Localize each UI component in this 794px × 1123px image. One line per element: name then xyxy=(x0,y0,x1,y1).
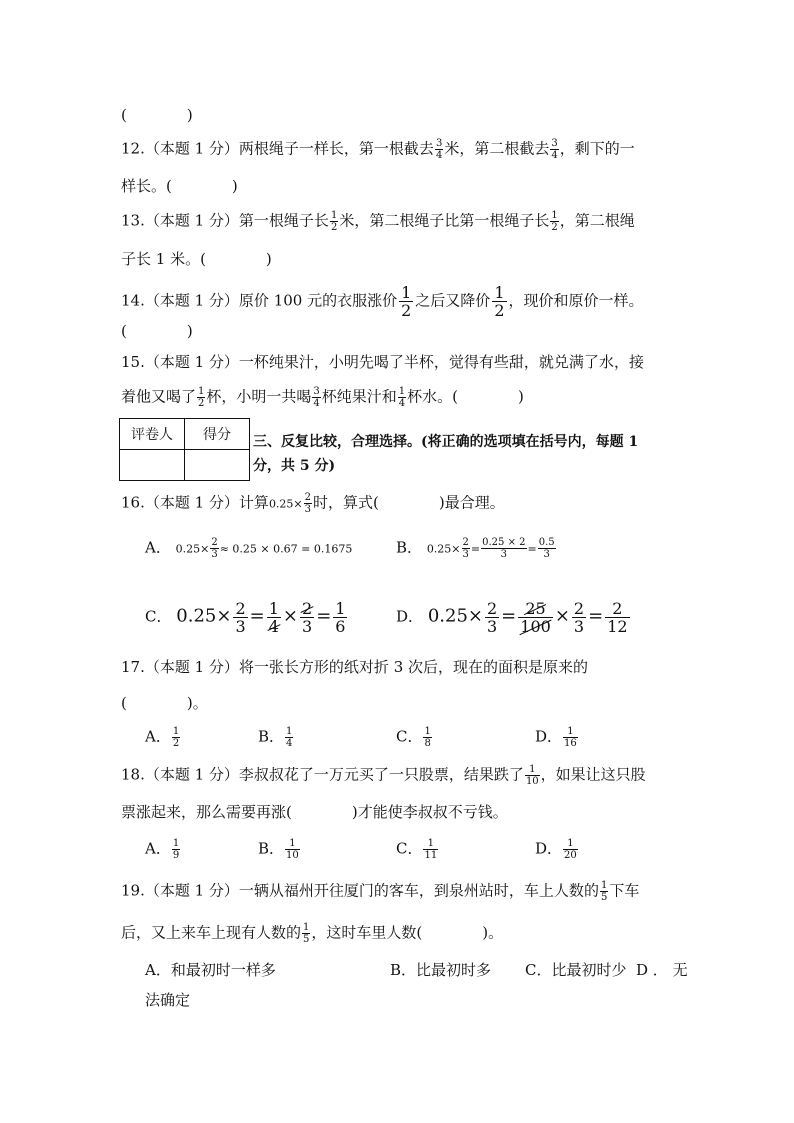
q14-text-a: 14.（本题 1 分）原价 100 元的衣服涨价 xyxy=(121,291,398,310)
fraction-1-10: $\frac{1}{10}$ xyxy=(525,764,539,787)
fraction-3-4: $\frac{3}{4}$ xyxy=(435,138,443,161)
q14-text-c: ，现价和原价一样。 xyxy=(508,291,644,310)
q18-option-a: A． $\frac{1}{9}$ xyxy=(145,838,180,861)
question-12 xyxy=(121,138,635,161)
q19-option-a: A．和最初时一样多 xyxy=(145,961,276,979)
q19-option-d-continued: 法确定 xyxy=(145,991,191,1009)
q17-option-d: D． $\frac{1}{16}$ xyxy=(535,726,577,749)
question-15: 15.（本题 1 分）一杯纯果汁，小明先喝了半杯，觉得有些甜，就兑满了水，接 xyxy=(121,353,644,371)
q16-text-a: 16.（本题 1 分）计算 xyxy=(121,493,269,512)
q19-text-b: 下车 xyxy=(609,881,640,900)
q17-continued: ( )。 xyxy=(121,694,208,712)
fraction-1-5: $\frac{1}{5}$ xyxy=(600,880,608,903)
q13-text-a: 13.（本题 1 分）第一根绳子长 xyxy=(121,211,329,230)
section-title: 三、反复比较，合理选择。(将正确的选项填在括号内，每题 1分，共 5 分) xyxy=(253,434,639,474)
q18-option-b: B． $\frac{1}{10}$ xyxy=(258,838,299,861)
q12-text-b: 米，第二根截去 xyxy=(444,139,550,158)
fraction-1-5: $\frac{1}{5}$ xyxy=(303,922,310,945)
fraction-1-2: $\frac{1}{2}$ xyxy=(198,386,205,409)
q16-expression: 0.25× xyxy=(268,497,303,511)
fraction-3-4: $\frac{3}{4}$ xyxy=(313,386,320,409)
q17-option-a: A． $\frac{1}{2}$ xyxy=(145,726,180,749)
q18-text-b: ，如果让这只股 xyxy=(540,765,646,784)
question-14 xyxy=(121,284,644,319)
q15-text-e: 杯水。( ) xyxy=(407,387,524,406)
question-16 xyxy=(121,492,505,515)
question-13 xyxy=(121,210,635,233)
q18-text-a: 18.（本题 1 分）李叔叔花了一万元买了一只股票，结果跌了 xyxy=(121,765,524,784)
grader-header: 评卷人 xyxy=(120,419,185,450)
q13-text-b: 米，第二根绳子比第一根绳子长 xyxy=(339,211,550,230)
q15-text-b: 着他又喝了 xyxy=(121,387,197,406)
q18-option-d: D． $\frac{1}{20}$ xyxy=(535,838,577,861)
q19-text-c: 后，又上来车上现有人数的 xyxy=(121,923,302,942)
grader-cell[interactable] xyxy=(120,450,185,481)
q19-option-c: C．比最初时少 xyxy=(525,961,627,979)
question-17: 17.（本题 1 分）将一张长方形的纸对折 3 次后，现在的面积是原来的 xyxy=(121,658,589,676)
question-19 xyxy=(121,880,639,903)
score-table xyxy=(119,418,250,481)
q13-continued: 子长 1 米。( ) xyxy=(121,250,272,268)
q15-text-d: 杯纯果汁和 xyxy=(321,387,397,406)
q13-text-c: ，第二根绳 xyxy=(559,211,635,230)
question-18 xyxy=(121,764,646,787)
fraction-1-4: $\frac{1}{4}$ xyxy=(398,386,406,409)
q19-text-d: ，这时车里人数( )。 xyxy=(311,923,504,942)
fraction-2-3: $\frac{2}{3}$ xyxy=(304,492,312,515)
fraction-1-2: $\frac{1}{2}$ xyxy=(494,283,505,320)
fraction-1-2: $\frac{1}{2}$ xyxy=(330,210,338,233)
q17-option-b: B． $\frac{1}{4}$ xyxy=(258,726,293,749)
q12-text-c: ，剩下的一 xyxy=(559,139,635,158)
q18-option-c: C． $\frac{1}{11}$ xyxy=(396,838,438,861)
fraction-1-2: $\frac{1}{2}$ xyxy=(401,283,412,320)
q16-option-d: D． 0.25× $\frac{2}{3}$ = $\frac{25}{100}$ × $\frac{2}{3}$ = $\frac{2}{12}$ xyxy=(396,599,628,636)
score-cell[interactable] xyxy=(185,450,250,481)
q11-answer-blank: ( ) xyxy=(121,106,193,124)
q19-option-b: B．比最初时多 xyxy=(390,961,492,979)
q16-option-a: A． 0.25× $\frac{2}{3}$ ≈ 0.25 × 0.67 = 0.1675 xyxy=(145,537,353,560)
q16-text-b: 时，算式( )最合理。 xyxy=(313,493,505,512)
fraction-1-2: $\frac{1}{2}$ xyxy=(551,210,558,233)
q15-continued xyxy=(121,386,524,409)
q12-continued: 样长。( ) xyxy=(121,177,238,195)
q18-continued: 票涨起来，那么需要再涨( )才能使李叔叔不亏钱。 xyxy=(121,803,508,821)
q12-text-a: 12.（本题 1 分）两根绳子一样长，第一根截去 xyxy=(121,139,434,158)
score-header: 得分 xyxy=(185,419,250,450)
q14-text-b: 之后又降价 xyxy=(415,291,491,310)
q16-option-b: B． 0.25× $\frac{2}{3}$ = $\frac{0.25 \times 2}{3}$ = $\frac{0.5}{3}$ xyxy=(396,537,555,560)
q19-text-a: 19.（本题 1 分）一辆从福州开往厦门的客车，到泉州站时，车上人数的 xyxy=(121,881,599,900)
q14-continued: ( ) xyxy=(121,322,193,340)
q15-text-c: 杯，小明一共喝 xyxy=(206,387,312,406)
q16-option-c: C． 0.25× $\frac{2}{3}$ = $\frac{1}{4}$ × $\frac{2}{3}$ = $\frac{1}{6}$ xyxy=(145,599,346,636)
q17-option-c: C． $\frac{1}{8}$ xyxy=(396,726,431,749)
q19-option-d: D ． 无 xyxy=(636,961,688,979)
q19-continued xyxy=(121,922,503,945)
fraction-3-4: $\frac{3}{4}$ xyxy=(551,138,558,161)
